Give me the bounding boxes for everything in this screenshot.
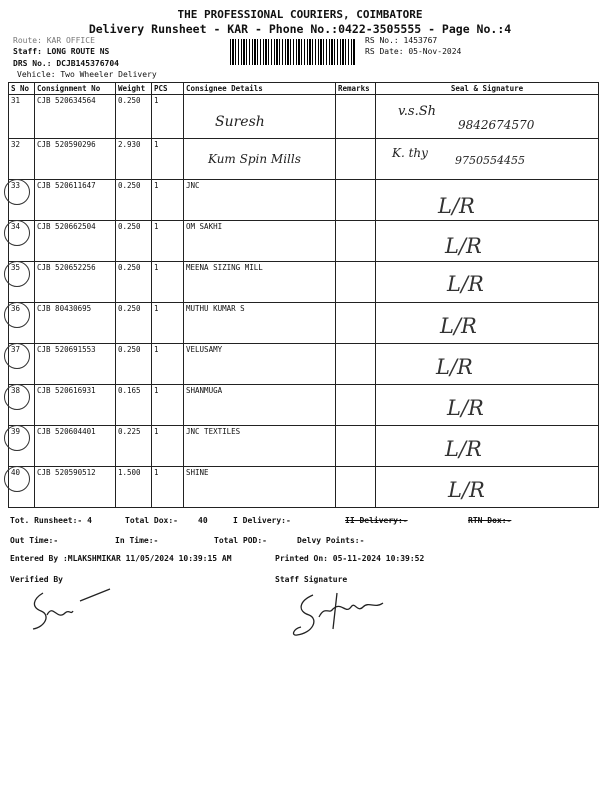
pcs-cell: 1 xyxy=(152,95,184,139)
sno-cell: 38 xyxy=(9,385,35,426)
pen-circle-mark xyxy=(4,179,30,205)
verified-by-signature xyxy=(25,585,120,640)
pen-circle-mark xyxy=(4,466,30,492)
remarks-cell xyxy=(336,180,376,221)
handwritten-phone: 9750554455 xyxy=(455,154,525,167)
signature-cell xyxy=(376,262,599,303)
weight-cell: 0.250 xyxy=(116,262,152,303)
consignment-cell: CJB 520634564 xyxy=(35,95,116,139)
remarks-cell xyxy=(336,303,376,344)
remarks-cell xyxy=(336,344,376,385)
verified-by-label: Verified By xyxy=(10,575,63,584)
weight-cell: 2.930 xyxy=(116,139,152,180)
sno-cell: 32 xyxy=(9,139,35,180)
sno-cell: 36 xyxy=(9,303,35,344)
col-header: Weight xyxy=(116,83,152,95)
staff-signature-label: Staff Signature xyxy=(275,575,348,584)
table-row xyxy=(9,180,599,221)
rs-date: RS Date: 05-Nov-2024 xyxy=(365,47,462,56)
signature-cell xyxy=(376,221,599,262)
handwritten-signature: v.s.Sh xyxy=(398,104,437,119)
rtn-dox-label: RTN Dox:- xyxy=(468,516,512,525)
signature-cell xyxy=(376,426,599,467)
table-row xyxy=(9,467,599,508)
handwritten-mark: L/R xyxy=(447,272,484,296)
runsheet-table xyxy=(8,82,599,508)
pen-circle-mark xyxy=(4,220,30,246)
pen-circle-mark xyxy=(4,343,30,369)
sno-cell: 31 xyxy=(9,95,35,139)
runsheet-title: Delivery Runsheet - KAR - Phone No.:0422-3505555 - Page No.:4 xyxy=(88,22,512,36)
consignee-cell: MUTHU KUMAR S xyxy=(184,303,336,344)
remarks-cell xyxy=(336,139,376,180)
pcs-cell: 1 xyxy=(152,139,184,180)
pen-circle-mark xyxy=(4,425,30,451)
pcs-cell: 1 xyxy=(152,426,184,467)
table-row xyxy=(9,221,599,262)
weight-cell: 0.225 xyxy=(116,426,152,467)
sno-cell: 35 xyxy=(9,262,35,303)
staff-signature-mark xyxy=(285,585,395,645)
handwritten-mark: L/R xyxy=(438,194,475,218)
col-header: Remarks xyxy=(336,83,376,95)
table-row xyxy=(9,426,599,467)
col-header: PCS xyxy=(152,83,184,95)
route-label: Route: KAR OFFICE xyxy=(13,36,95,45)
total-pod-label: Total POD:- xyxy=(214,536,267,545)
consignment-cell: CJB 520662504 xyxy=(35,221,116,262)
pcs-cell: 1 xyxy=(152,221,184,262)
table-header-row xyxy=(9,83,599,95)
consignment-cell: CJB 520590296 xyxy=(35,139,116,180)
consignment-cell: CJB 520652256 xyxy=(35,262,116,303)
remarks-cell xyxy=(336,221,376,262)
handwritten-mark: L/R xyxy=(447,396,484,420)
handwritten-mark: L/R xyxy=(445,437,482,461)
col-header: Seal & Signature xyxy=(376,83,599,95)
remarks-cell xyxy=(336,385,376,426)
weight-cell: 0.250 xyxy=(116,344,152,385)
pen-circle-mark xyxy=(4,261,30,287)
consignment-cell: CJB 520611647 xyxy=(35,180,116,221)
weight-cell: 1.500 xyxy=(116,467,152,508)
table-row xyxy=(9,385,599,426)
company-title: THE PROFESSIONAL COURIERS, COIMBATORE xyxy=(177,8,423,21)
col-header: Consignee Details xyxy=(184,83,336,95)
handwritten-phone: 9842674570 xyxy=(458,118,535,132)
consignment-cell: CJB 520616931 xyxy=(35,385,116,426)
remarks-cell xyxy=(336,467,376,508)
handwritten-name: Kum Spin Mills xyxy=(208,152,301,166)
consignment-cell: CJB 520604401 xyxy=(35,426,116,467)
pcs-cell: 1 xyxy=(152,262,184,303)
weight-cell: 0.165 xyxy=(116,385,152,426)
entered-by: Entered By :MLAKSHMIKAR 11/05/2024 10:39:15 AM xyxy=(10,554,232,563)
handwritten-mark: L/R xyxy=(448,478,485,502)
pcs-cell: 1 xyxy=(152,344,184,385)
signature-cell xyxy=(376,180,599,221)
rs-number: RS No.: 1453767 xyxy=(365,36,438,45)
staff-label: Staff: LONG ROUTE NS xyxy=(13,47,110,56)
signature-cell xyxy=(376,385,599,426)
total-dox-value: 40 xyxy=(198,516,208,525)
handwritten-mark: L/R xyxy=(440,314,477,338)
weight-cell: 0.250 xyxy=(116,95,152,139)
table-row xyxy=(9,303,599,344)
consignee-cell: MEENA SIZING MILL xyxy=(184,262,336,303)
pcs-cell: 1 xyxy=(152,303,184,344)
i-delivery-label: I Delivery:- xyxy=(233,516,291,525)
consignee-cell: SHINE xyxy=(184,467,336,508)
handwritten-name: Suresh xyxy=(215,114,265,130)
printed-on: Printed On: 05-11-2024 10:39:52 xyxy=(275,554,425,563)
remarks-cell xyxy=(336,426,376,467)
remarks-cell xyxy=(336,95,376,139)
consignment-cell: CJB 80430695 xyxy=(35,303,116,344)
handwritten-mark: L/R xyxy=(445,234,482,258)
drs-number: DRS No.: DCJB145376704 xyxy=(13,59,119,68)
pcs-cell: 1 xyxy=(152,467,184,508)
consignee-cell: OM SAKHI xyxy=(184,221,336,262)
signature-cell xyxy=(376,303,599,344)
pcs-cell: 1 xyxy=(152,385,184,426)
in-time-label: In Time:- xyxy=(115,536,159,545)
total-dox-label: Total Dox:- xyxy=(125,516,178,525)
remarks-cell xyxy=(336,262,376,303)
col-header: Consignment No xyxy=(35,83,116,95)
sno-cell: 37 xyxy=(9,344,35,385)
sno-cell: 40 xyxy=(9,467,35,508)
weight-cell: 0.250 xyxy=(116,221,152,262)
out-time-label: Out Time:- xyxy=(10,536,59,545)
consignee-cell: VELUSAMY xyxy=(184,344,336,385)
vehicle-label: Vehicle: Two Wheeler Delivery xyxy=(17,70,157,79)
weight-cell: 0.250 xyxy=(116,180,152,221)
col-header: S No xyxy=(9,83,35,95)
signature-cell xyxy=(376,467,599,508)
pcs-cell: 1 xyxy=(152,180,184,221)
barcode-image xyxy=(230,39,355,65)
pen-circle-mark xyxy=(4,384,30,410)
pen-circle-mark xyxy=(4,302,30,328)
sno-cell: 39 xyxy=(9,426,35,467)
consignee-cell: JNC xyxy=(184,180,336,221)
table-row xyxy=(9,262,599,303)
weight-cell: 0.250 xyxy=(116,303,152,344)
sno-cell: 33 xyxy=(9,180,35,221)
handwritten-mark: L/R xyxy=(436,355,473,379)
delivery-points-label: Delvy Points:- xyxy=(297,536,365,545)
table-row xyxy=(9,344,599,385)
consignment-cell: CJB 520590512 xyxy=(35,467,116,508)
consignment-cell: CJB 520691553 xyxy=(35,344,116,385)
signature-cell xyxy=(376,344,599,385)
total-runsheet: Tot. Runsheet:- 4 xyxy=(10,516,92,525)
handwritten-signature: K. thy xyxy=(392,146,428,160)
consignee-cell: JNC TEXTILES xyxy=(184,426,336,467)
sno-cell: 34 xyxy=(9,221,35,262)
consignee-cell: SHANMUGA xyxy=(184,385,336,426)
ii-delivery-label: II Delivery:- xyxy=(345,516,408,525)
